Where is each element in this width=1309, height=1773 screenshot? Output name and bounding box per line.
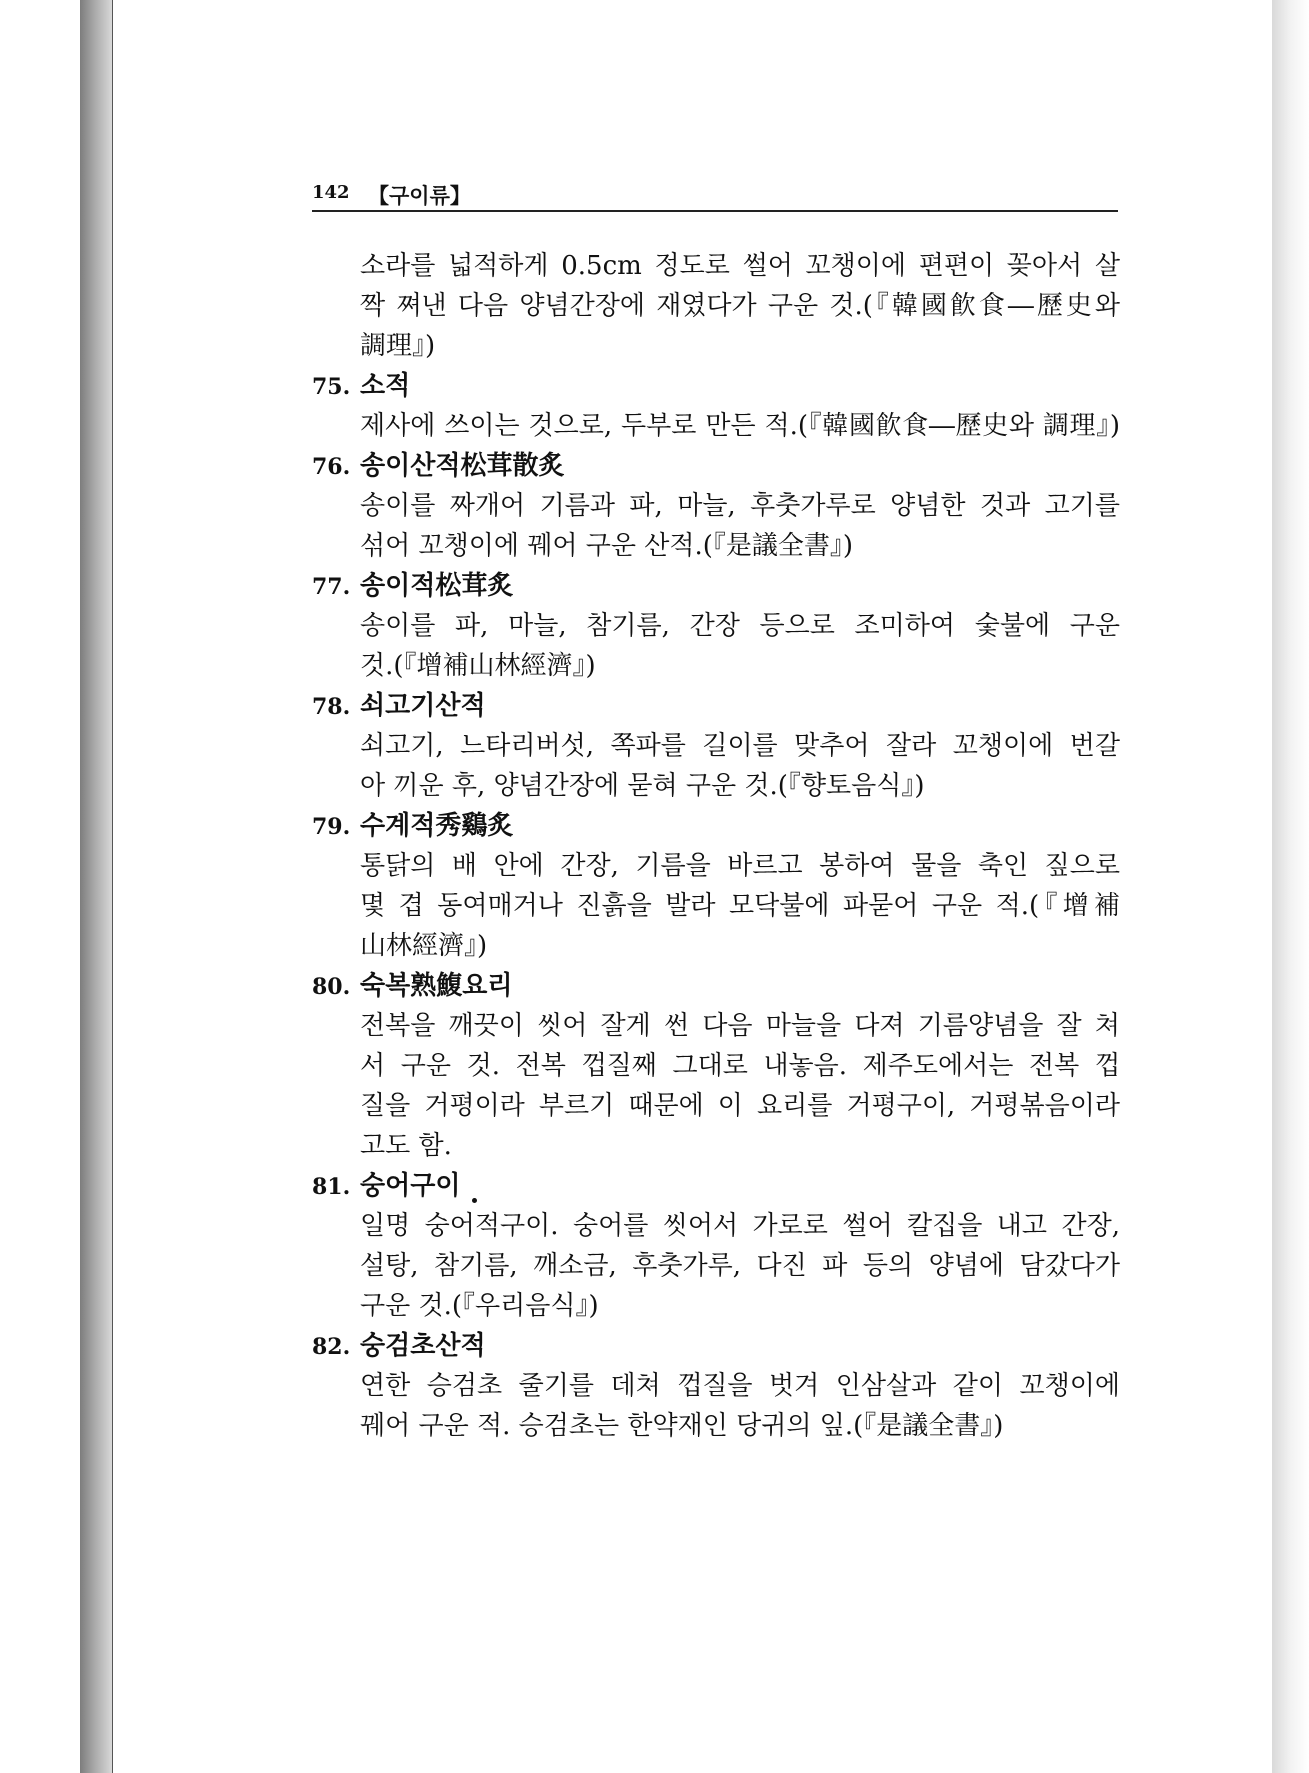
entry-title: 송이산적松茸散炙	[360, 451, 565, 481]
entry-number: 80.	[312, 974, 351, 1000]
page-edge-shadow	[1272, 0, 1309, 1773]
entry-heading	[312, 368, 410, 404]
entry-heading	[312, 568, 513, 604]
book-spine-edge	[80, 0, 116, 1773]
entry-title: 송이적松茸炙	[360, 571, 514, 601]
text-line: 연한 승검초 줄기를 데쳐 껍질을 벗겨 인삼살과 같이 꼬챙이에	[360, 1371, 1120, 1401]
text-line: 짝 쪄낸 다음 양념간장에 재였다가 구운 것.(『韓國飮食―歷史와	[360, 291, 1120, 321]
entry-heading	[312, 1168, 460, 1204]
text-line: 제사에 쓰이는 것으로, 두부로 만든 적.(『韓國飮食―歷史와 調理』)	[360, 411, 1120, 441]
text-line: 것.(『增補山林經濟』)	[360, 651, 596, 681]
page-number: 142	[312, 182, 350, 203]
text-line: 山林經濟』)	[360, 931, 488, 961]
text-line: 일명 숭어적구이. 숭어를 씻어서 가로로 썰어 칼집을 내고 간장,	[360, 1211, 1120, 1241]
entry-title: 수계적秀鷄炙	[360, 811, 514, 841]
text-line: 송이를 파, 마늘, 참기름, 간장 등으로 조미하여 숯불에 구운	[360, 611, 1120, 641]
section-title: 【구이류】	[368, 184, 471, 208]
running-header	[312, 176, 1118, 212]
text-line: 전복을 깨끗이 씻어 잘게 썬 다음 마늘을 다져 기름양념을 잘 쳐	[360, 1011, 1120, 1041]
text-line: 섞어 꼬챙이에 꿰어 구운 산적.(『是議全書』)	[360, 531, 854, 561]
entry-title: 소적	[360, 371, 411, 401]
entry-heading	[312, 448, 564, 484]
entry-number: 82.	[312, 1334, 351, 1360]
entry-number: 81.	[312, 1174, 351, 1200]
entry-heading	[312, 1328, 486, 1364]
text-line: 몇 겹 동여매거나 진흙을 발라 모닥불에 파묻어 구운 적.(『增補	[360, 891, 1120, 921]
ink-dot-mark	[472, 1198, 477, 1203]
text-line: 꿰어 구운 적. 승검초는 한약재인 당귀의 잎.(『是議全書』)	[360, 1411, 1004, 1441]
entry-number: 75.	[312, 374, 351, 400]
text-line: 쇠고기, 느타리버섯, 쪽파를 길이를 맞추어 잘라 꼬챙이에 번갈	[360, 731, 1120, 761]
entry-number: 78.	[312, 694, 351, 720]
entry-title: 숙복熟鰒요리	[360, 971, 513, 1001]
text-line: 질을 거평이라 부르기 때문에 이 요리를 거평구이, 거평볶음이라	[360, 1091, 1120, 1121]
entry-title: 쇠고기산적	[360, 691, 486, 721]
entry-title: 숭검초산적	[360, 1331, 486, 1361]
entry-title: 숭어구이	[360, 1171, 461, 1201]
entry-heading	[312, 968, 512, 1004]
text-line: 아 끼운 후, 양념간장에 묻혀 구운 것.(『향토음식』)	[360, 771, 925, 801]
entry-number: 77.	[312, 574, 351, 600]
text-line: 설탕, 참기름, 깨소금, 후춧가루, 다진 파 등의 양념에 담갔다가	[360, 1251, 1120, 1281]
text-line: 송이를 짜개어 기름과 파, 마늘, 후춧가루로 양념한 것과 고기를	[360, 491, 1120, 521]
text-line: 구운 것.(『우리음식』)	[360, 1291, 599, 1321]
entry-heading	[312, 688, 486, 724]
text-line: 소라를 넓적하게 0.5cm 정도로 썰어 꼬챙이에 편편이 꽂아서 살	[360, 251, 1120, 281]
text-line: 통닭의 배 안에 간장, 기름을 바르고 봉하여 물을 축인 짚으로	[360, 851, 1120, 881]
text-line: 고도 함.	[360, 1131, 452, 1161]
text-line: 서 구운 것. 전복 껍질째 그대로 내놓음. 제주도에서는 전복 껍	[360, 1051, 1120, 1081]
entry-number: 79.	[312, 814, 351, 840]
entry-number: 76.	[312, 454, 351, 480]
text-line: 調理』)	[360, 331, 436, 361]
entry-heading	[312, 808, 513, 844]
